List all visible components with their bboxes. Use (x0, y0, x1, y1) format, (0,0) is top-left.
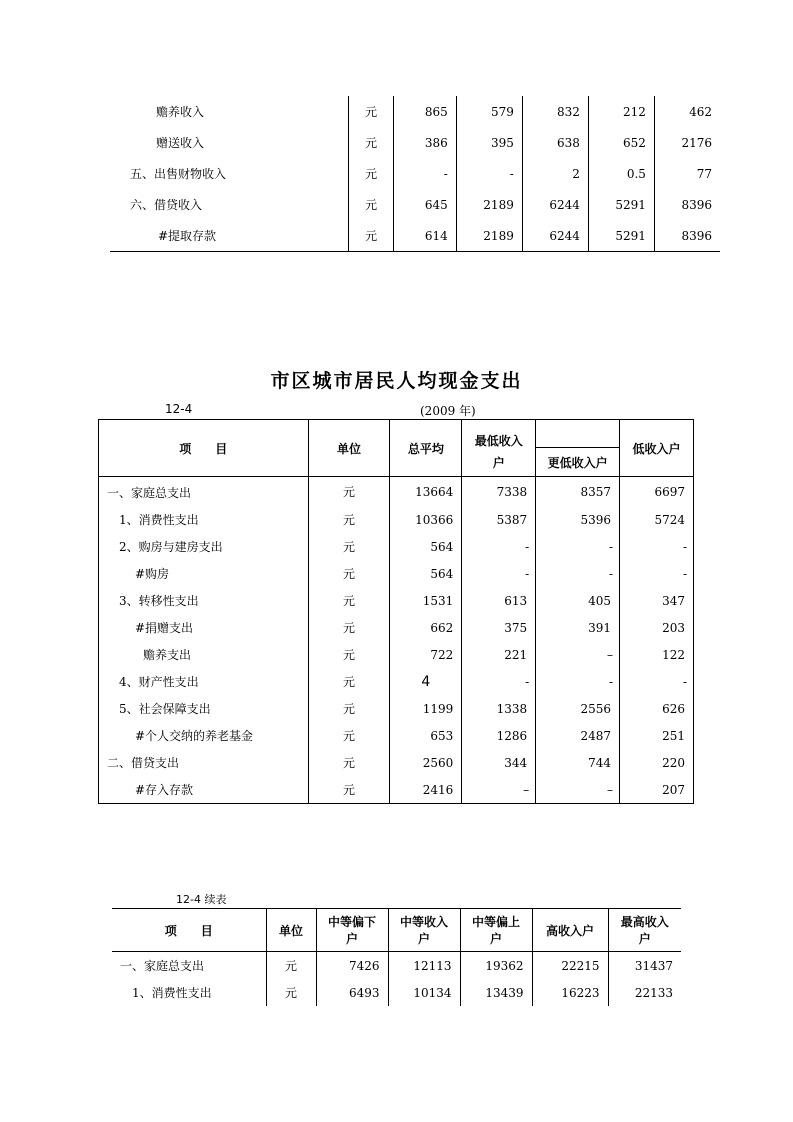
row-value: - (620, 668, 694, 695)
row-value: 391 (536, 614, 620, 641)
row-value: 5291 (588, 189, 654, 220)
header-item: 项 目 (99, 420, 309, 477)
row-value: - (462, 533, 536, 560)
row-value: - (462, 668, 536, 695)
row-value: 344 (462, 749, 536, 776)
row-unit: 元 (308, 560, 390, 587)
table-row (99, 506, 694, 533)
row-label: 六、借贷收入 (130, 198, 203, 212)
table-row (110, 158, 720, 189)
table-row (110, 127, 720, 158)
row-unit: 元 (266, 979, 316, 1006)
row-value: 564 (390, 533, 462, 560)
row-value: 22215 (532, 952, 608, 980)
row-value: - (536, 533, 620, 560)
row-value: 722 (390, 641, 462, 668)
table-row (110, 220, 720, 252)
page-title: 市区城市居民人均现金支出 (270, 370, 523, 392)
table-row (99, 477, 694, 507)
row-value: 2416 (390, 776, 462, 804)
table-row (99, 695, 694, 722)
row-unit: 元 (308, 506, 390, 533)
row-unit: 元 (308, 641, 390, 668)
row-label: 2、购房与建房支出 (99, 533, 309, 560)
row-unit: 元 (308, 587, 390, 614)
row-value: 8396 (654, 189, 720, 220)
row-value: 395 (456, 127, 522, 158)
row-value: - (536, 560, 620, 587)
income-table-fragment (110, 96, 720, 252)
row-unit: 元 (308, 776, 390, 804)
row-label: 3、转移性支出 (99, 587, 309, 614)
table-row (99, 560, 694, 587)
row-unit: 元 (308, 749, 390, 776)
header-lowest-line2: 户 (492, 456, 505, 470)
table-row (99, 587, 694, 614)
row-value: - (620, 560, 694, 587)
row-value: 744 (536, 749, 620, 776)
row-label: 五、出售财物收入 (130, 167, 227, 181)
row-value: 12113 (388, 952, 460, 980)
row-value: 122 (620, 641, 694, 668)
row-value: 6697 (620, 477, 694, 507)
table-row (99, 614, 694, 641)
row-label: #个人交纳的养老基金 (99, 722, 309, 749)
row-label: 1、消费性支出 (99, 506, 309, 533)
row-value: 2176 (654, 127, 720, 158)
row-label: 二、借贷支出 (99, 749, 309, 776)
row-value: 1199 (390, 695, 462, 722)
header-total: 总平均 (390, 420, 462, 477)
row-value: - (620, 533, 694, 560)
header-lowest-line1: 最低收入 (474, 434, 523, 448)
row-value: 613 (462, 587, 536, 614)
cont-header-lower-middle-2: 户 (345, 932, 358, 946)
row-value: - (456, 158, 522, 189)
expenditure-table (98, 419, 694, 804)
row-value: 212 (588, 96, 654, 127)
cont-header-upper-middle-2: 户 (489, 932, 502, 946)
row-value: 2 (522, 158, 588, 189)
row-value: 251 (620, 722, 694, 749)
row-value: 662 (390, 614, 462, 641)
cont-header-middle-1: 中等收入 (399, 915, 448, 929)
cont-header-upper-middle-1: 中等偏上 (471, 915, 520, 929)
row-label: 5、社会保障支出 (99, 695, 309, 722)
row-unit: 元 (308, 477, 390, 507)
row-label: 赡养收入 (156, 105, 205, 119)
cont-header-highest-2: 户 (638, 932, 651, 946)
cont-header-lower-middle-1: 中等偏下 (327, 915, 376, 929)
row-label: 一、家庭总支出 (99, 477, 309, 507)
row-value: 13439 (460, 979, 532, 1006)
cont-header-lower-middle (316, 909, 388, 952)
expenditure-table-continued (112, 908, 681, 1006)
row-value: 405 (536, 587, 620, 614)
header-low: 低收入户 (620, 420, 694, 477)
table-row (99, 668, 694, 695)
row-label: 1、消费性支出 (132, 986, 212, 1000)
table-code: 12-4 (165, 402, 193, 416)
row-unit: 元 (308, 668, 390, 695)
table-row (99, 641, 694, 668)
row-value: 626 (620, 695, 694, 722)
row-value: 5724 (620, 506, 694, 533)
row-value: 203 (620, 614, 694, 641)
header-lower: 更低收入户 (536, 448, 620, 477)
row-value: - (393, 158, 456, 189)
row-value: 645 (393, 189, 456, 220)
row-value: 2560 (390, 749, 462, 776)
row-value: 19362 (460, 952, 532, 980)
row-value: 0.5 (588, 158, 654, 189)
cont-header-middle (388, 909, 460, 952)
row-value: 1338 (462, 695, 536, 722)
cont-header-high: 高收入户 (532, 909, 608, 952)
row-value: 10134 (388, 979, 460, 1006)
row-label: 一、家庭总支出 (120, 959, 205, 973)
row-unit: 元 (349, 127, 394, 158)
row-value: 2556 (536, 695, 620, 722)
row-label: #购房 (99, 560, 309, 587)
row-value: 6244 (522, 220, 588, 252)
cont-header-middle-2: 户 (417, 932, 430, 946)
row-value: 1531 (390, 587, 462, 614)
row-value: 6244 (522, 189, 588, 220)
table-row (112, 952, 681, 980)
row-value: – (536, 641, 620, 668)
row-unit: 元 (349, 96, 394, 127)
row-label: #存入存款 (99, 776, 309, 804)
row-value: 13664 (390, 477, 462, 507)
row-value: 614 (393, 220, 456, 252)
row-value: 1286 (462, 722, 536, 749)
row-label: 赠送收入 (156, 136, 205, 150)
table-row (99, 776, 694, 804)
row-label: 4、财产性支出 (99, 668, 309, 695)
row-unit: 元 (349, 220, 394, 252)
row-value: 221 (462, 641, 536, 668)
row-unit: 元 (308, 614, 390, 641)
row-value: 652 (588, 127, 654, 158)
row-value: 22133 (608, 979, 681, 1006)
table-row (99, 533, 694, 560)
row-unit: 元 (266, 952, 316, 980)
cont-header-upper-middle (460, 909, 532, 952)
table-year: (2009 年) (420, 404, 476, 418)
row-value: 16223 (532, 979, 608, 1006)
cont-header-item: 项 目 (112, 909, 266, 952)
row-value: - (462, 560, 536, 587)
row-value: 31437 (608, 952, 681, 980)
row-label: #捐赠支出 (99, 614, 309, 641)
row-value: 8357 (536, 477, 620, 507)
table-row (112, 979, 681, 1006)
row-value: 653 (390, 722, 462, 749)
row-value: 5396 (536, 506, 620, 533)
row-value: 2189 (456, 220, 522, 252)
row-label: 赡养支出 (99, 641, 309, 668)
header-lower-top (536, 420, 620, 448)
row-unit: 元 (308, 722, 390, 749)
table-row (110, 189, 720, 220)
row-value: 386 (393, 127, 456, 158)
row-value: 8396 (654, 220, 720, 252)
cont-header-highest (608, 909, 681, 952)
cont-header-highest-1: 最高收入 (620, 915, 669, 929)
header-unit: 单位 (308, 420, 390, 477)
row-value: 564 (390, 560, 462, 587)
row-value: 207 (620, 776, 694, 804)
row-value: 462 (654, 96, 720, 127)
row-unit: 元 (349, 189, 394, 220)
table-row (110, 96, 720, 127)
row-value: 4 (390, 668, 462, 695)
row-value: 5291 (588, 220, 654, 252)
row-value: - (536, 668, 620, 695)
row-value: 579 (456, 96, 522, 127)
row-value: 6493 (316, 979, 388, 1006)
cont-table-code: 12-4 续表 (176, 893, 227, 906)
row-value: 2487 (536, 722, 620, 749)
row-value: 832 (522, 96, 588, 127)
row-value: 7338 (462, 477, 536, 507)
row-value: 7426 (316, 952, 388, 980)
row-value: 865 (393, 96, 456, 127)
row-unit: 元 (349, 158, 394, 189)
row-unit: 元 (308, 695, 390, 722)
row-value: 5387 (462, 506, 536, 533)
row-value: 347 (620, 587, 694, 614)
row-value: 10366 (390, 506, 462, 533)
row-value: 638 (522, 127, 588, 158)
row-value: 2189 (456, 189, 522, 220)
cont-header-unit: 单位 (266, 909, 316, 952)
row-value: 220 (620, 749, 694, 776)
table-row (99, 749, 694, 776)
row-value: 375 (462, 614, 536, 641)
row-label: #提取存款 (158, 229, 217, 243)
row-value: – (462, 776, 536, 804)
row-unit: 元 (308, 533, 390, 560)
header-lowest (462, 420, 536, 477)
table-row (99, 722, 694, 749)
row-value: – (536, 776, 620, 804)
row-value: 77 (654, 158, 720, 189)
